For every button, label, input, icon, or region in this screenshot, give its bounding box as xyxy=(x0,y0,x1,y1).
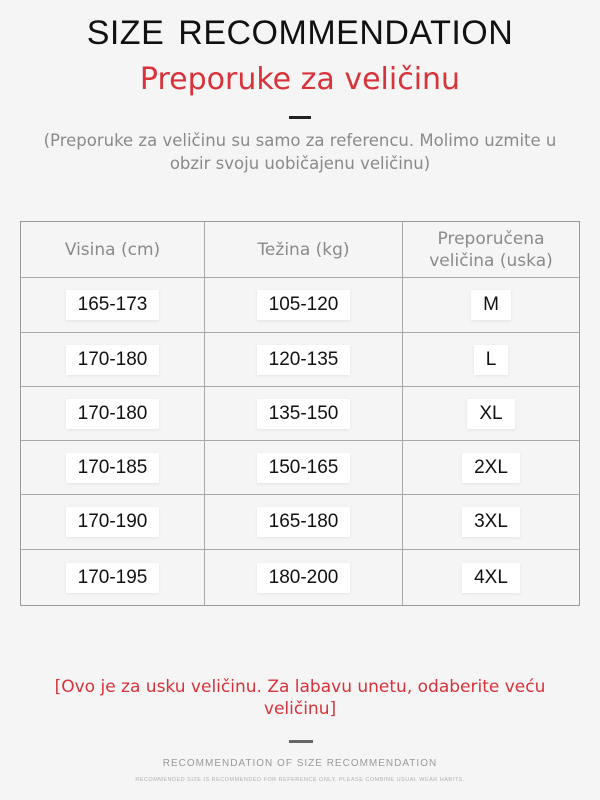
title-divider xyxy=(289,116,311,119)
table-row xyxy=(21,441,579,495)
weight-value: 135-150 xyxy=(257,399,351,429)
size-value: 4XL xyxy=(462,563,520,593)
height-value: 170-185 xyxy=(66,453,160,483)
title-word-recommendation: RECOMMENDATION xyxy=(178,14,514,52)
size-value: 3XL xyxy=(462,507,520,537)
table-row xyxy=(21,278,579,333)
height-value: 165-173 xyxy=(66,290,160,320)
size-value: M xyxy=(471,290,511,320)
footer-fineprint: RECOMMENDED SIZE IS RECOMMENDED FOR REFERENCE ONLY. PLEASE COMBINE USUAL WEAR HABITS. xyxy=(135,777,465,783)
table-row xyxy=(21,387,579,441)
height-value: 170-180 xyxy=(66,399,160,429)
size-table xyxy=(20,221,580,606)
size-value: L xyxy=(474,345,509,375)
weight-value: 105-120 xyxy=(257,290,351,320)
weight-value: 120-135 xyxy=(257,345,351,375)
table-row xyxy=(21,333,579,387)
height-value: 170-190 xyxy=(66,507,160,537)
table-row xyxy=(21,550,579,605)
size-value: 2XL xyxy=(462,453,520,483)
reference-note: (Preporuke za veličinu su samo za referencu. Molimo uzmite u obzir svoju uobičajenu veličinu) xyxy=(43,131,557,173)
height-value: 170-180 xyxy=(66,345,160,375)
table-header-row xyxy=(21,222,579,278)
page-subtitle: Preporuke za veličinu xyxy=(139,62,461,97)
footer-caption: RECOMMENDATION OF SIZE RECOMMENDATION xyxy=(162,758,438,769)
size-value: XL xyxy=(467,399,514,429)
footer-divider xyxy=(289,740,313,743)
header-cell-weight: Težina (kg) xyxy=(205,222,403,277)
title-word-size: SIZE xyxy=(86,14,165,52)
weight-value: 165-180 xyxy=(257,507,351,537)
table-row xyxy=(21,495,579,550)
fit-note: [Ovo je za usku veličinu. Za labavu unetu, odaberite veću veličinu] xyxy=(54,677,546,719)
header-cell-size: Preporučena veličina (uska) xyxy=(429,228,553,271)
height-value: 170-195 xyxy=(66,563,160,593)
header-cell-height: Visina (cm) xyxy=(21,222,205,277)
weight-value: 150-165 xyxy=(257,453,351,483)
page-title xyxy=(0,14,600,53)
weight-value: 180-200 xyxy=(257,563,351,593)
